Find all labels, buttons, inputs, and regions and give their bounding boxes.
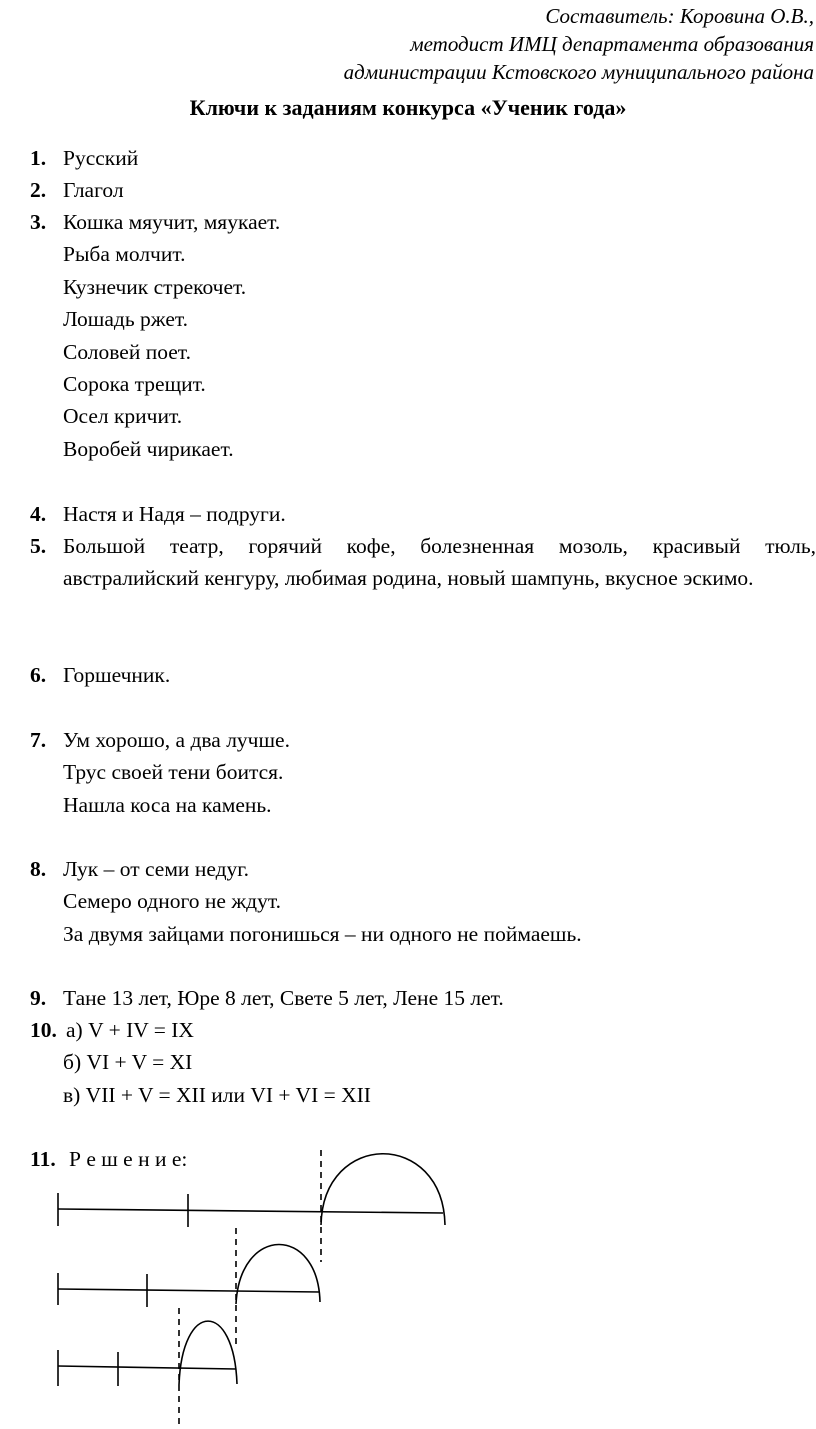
answer-line: Сорока трещит. — [63, 372, 206, 397]
answer-line: Осел кричит. — [63, 404, 183, 429]
answer-number: 2. — [30, 178, 47, 202]
jump-arc — [321, 1154, 445, 1225]
answer-line: Соловей поет. — [63, 339, 191, 364]
answer-line: Глагол — [63, 178, 124, 202]
answer-number: 3. — [30, 210, 47, 234]
answer-number: 6. — [30, 663, 47, 687]
track-line — [58, 1366, 236, 1369]
author-line: Составитель: Коровина О.В., — [545, 4, 814, 28]
answer-line: в) VII + V = XII или VI + VI = XII — [63, 1082, 371, 1107]
answer-line: Кузнечик стрекочет. — [63, 274, 247, 299]
diagram-row-3 — [58, 1321, 237, 1386]
answer-line: Лошадь ржет. — [63, 307, 189, 332]
page-title: Ключи к заданиям конкурса «Ученик года» — [189, 95, 627, 120]
diagram-row-2 — [58, 1244, 320, 1307]
author-position-line: методист ИМЦ департамента образования — [410, 32, 814, 56]
answer-number: 11. — [30, 1147, 56, 1171]
track-line — [58, 1289, 320, 1292]
answer-line: Трус своей тени боится. — [63, 760, 284, 785]
author-organization-line: администрации Кстовского муниципального района — [343, 60, 814, 84]
answer-number: 4. — [30, 502, 47, 526]
diagram-row-1 — [58, 1154, 445, 1227]
answer-line: Горшечник. — [63, 663, 171, 687]
answer-number: 9. — [30, 986, 47, 1010]
jump-arc — [179, 1321, 237, 1385]
answer-line: Семеро одного не ждут. — [63, 889, 282, 914]
answer-number: 1. — [30, 146, 47, 170]
answer-number: 8. — [30, 857, 47, 881]
track-line — [58, 1209, 443, 1213]
answer-line: Тане 13 лет, Юре 8 лет, Свете 5 лет, Лене 15 лет. — [63, 986, 504, 1010]
answer-line: Нашла коса на камень. — [63, 792, 272, 817]
answer-line: Воробей чирикает. — [63, 436, 234, 461]
answer-number: 5. — [30, 534, 47, 558]
answer-line: Кошка мяучит, мяукает. — [63, 210, 281, 234]
answer-line: За двумя зайцами погонишься – ни одного не поймаешь. — [63, 921, 582, 946]
answer-line: Настя и Надя – подруги. — [63, 502, 286, 526]
answer-line: Русский — [63, 146, 139, 170]
jump-arc — [236, 1244, 320, 1304]
answer-line: а) V + IV = IX — [66, 1018, 194, 1042]
answer-line: Лук – от семи недуг. — [63, 857, 250, 881]
answer-line: б) VI + V = XI — [63, 1050, 193, 1075]
answer-line: Рыба молчит. — [63, 242, 186, 267]
answer-paragraph: Большой театр, горячий кофе, болезненная мозоль, красивый тюль, австралийский кенгуру, любимая родина, новый шампунь, вкусное эскимо. — [63, 534, 816, 591]
answer-number: 10. — [30, 1018, 57, 1042]
solution-label: Р е ш е н и е: — [69, 1147, 188, 1171]
answer-line: Ум хорошо, а два лучше. — [63, 728, 290, 752]
answer-number: 7. — [30, 728, 47, 752]
